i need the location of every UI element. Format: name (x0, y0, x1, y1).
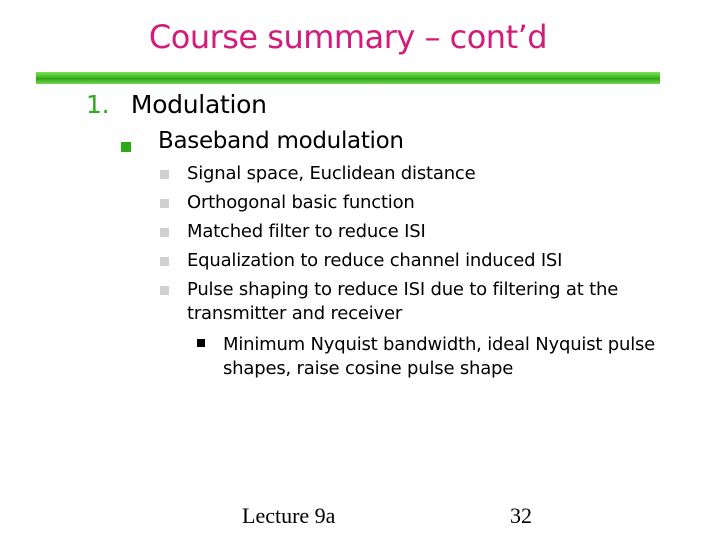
list-item: Equalization to reduce channel induced ISI (187, 250, 563, 271)
square-bullet-icon (121, 142, 131, 152)
square-bullet-icon (197, 339, 205, 347)
slide-title (0, 18, 720, 56)
page-number: 32 (510, 503, 532, 528)
list-item: Signal space, Euclidean distance (187, 163, 476, 184)
sub-list-item: Minimum Nyquist bandwidth, ideal Nyquist pulse shapes, raise cosine pulse shape (223, 334, 656, 379)
section-title: Modulation (130, 90, 267, 119)
section-heading (86, 90, 267, 119)
section-number: 1. (86, 90, 110, 119)
list-item: Matched filter to reduce ISI (187, 221, 426, 242)
title-divider-bar (36, 72, 660, 84)
square-bullet-icon (160, 199, 169, 208)
list-item: Orthogonal basic function (187, 192, 415, 213)
slide-title-text: Course summary – cont’d (148, 18, 548, 56)
square-bullet-icon (160, 228, 169, 237)
sub-heading: Baseband modulation (158, 128, 404, 154)
square-bullet-icon (160, 286, 169, 295)
footer-lecture-label: Lecture 9a (242, 503, 336, 528)
square-bullet-icon (160, 170, 169, 179)
square-bullet-icon (160, 257, 169, 266)
list-item: Pulse shaping to reduce ISI due to filtering at the transmitter and receiver (187, 279, 619, 324)
